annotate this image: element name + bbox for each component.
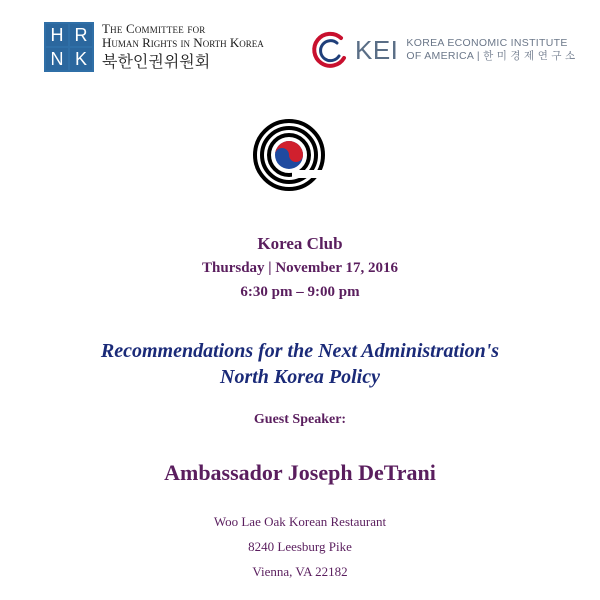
kei-name-line2: OF AMERICA | 한 미 경 제 연 구 소 xyxy=(406,50,576,62)
hrnk-letter: N xyxy=(46,48,68,70)
hrnk-name xyxy=(102,22,264,72)
event-time: 6:30 pm – 9:00 pm xyxy=(240,284,360,300)
event-title-line1: Recommendations for the Next Administration's xyxy=(100,340,500,362)
hrnk-letter: K xyxy=(70,48,92,70)
venue-street: 8240 Leesburg Pike xyxy=(248,539,352,554)
kei-full-name xyxy=(406,37,575,63)
venue-name: Woo Lae Oak Korean Restaurant xyxy=(213,514,387,529)
korea-club-emblem-icon xyxy=(252,118,326,192)
hrnk-letter: R xyxy=(70,24,92,46)
event-club: Korea Club xyxy=(257,234,343,253)
kei-name-line1: KOREA ECONOMIC INSTITUTE xyxy=(406,37,568,49)
hrnk-letter-grid xyxy=(44,22,94,72)
hrnk-name-line1: The Committee for xyxy=(102,21,206,36)
hrnk-logo xyxy=(44,22,264,72)
hrnk-name-line2: Human Rights in North Korea xyxy=(102,35,264,50)
kei-swoosh-icon xyxy=(311,30,351,70)
guest-speaker-label: Guest Speaker: xyxy=(253,412,347,427)
venue-city: Vienna, VA 22182 xyxy=(252,564,348,579)
hrnk-korean-name: 북한인권위원회 xyxy=(102,52,211,71)
event-date: Thursday | November 17, 2016 xyxy=(202,260,398,276)
kei-acronym: KEI xyxy=(355,34,399,65)
speaker-name: Ambassador Joseph DeTrani xyxy=(164,460,436,485)
event-title-line2: North Korea Policy xyxy=(220,366,380,388)
hrnk-letter: H xyxy=(46,24,68,46)
kei-logo xyxy=(311,30,575,70)
